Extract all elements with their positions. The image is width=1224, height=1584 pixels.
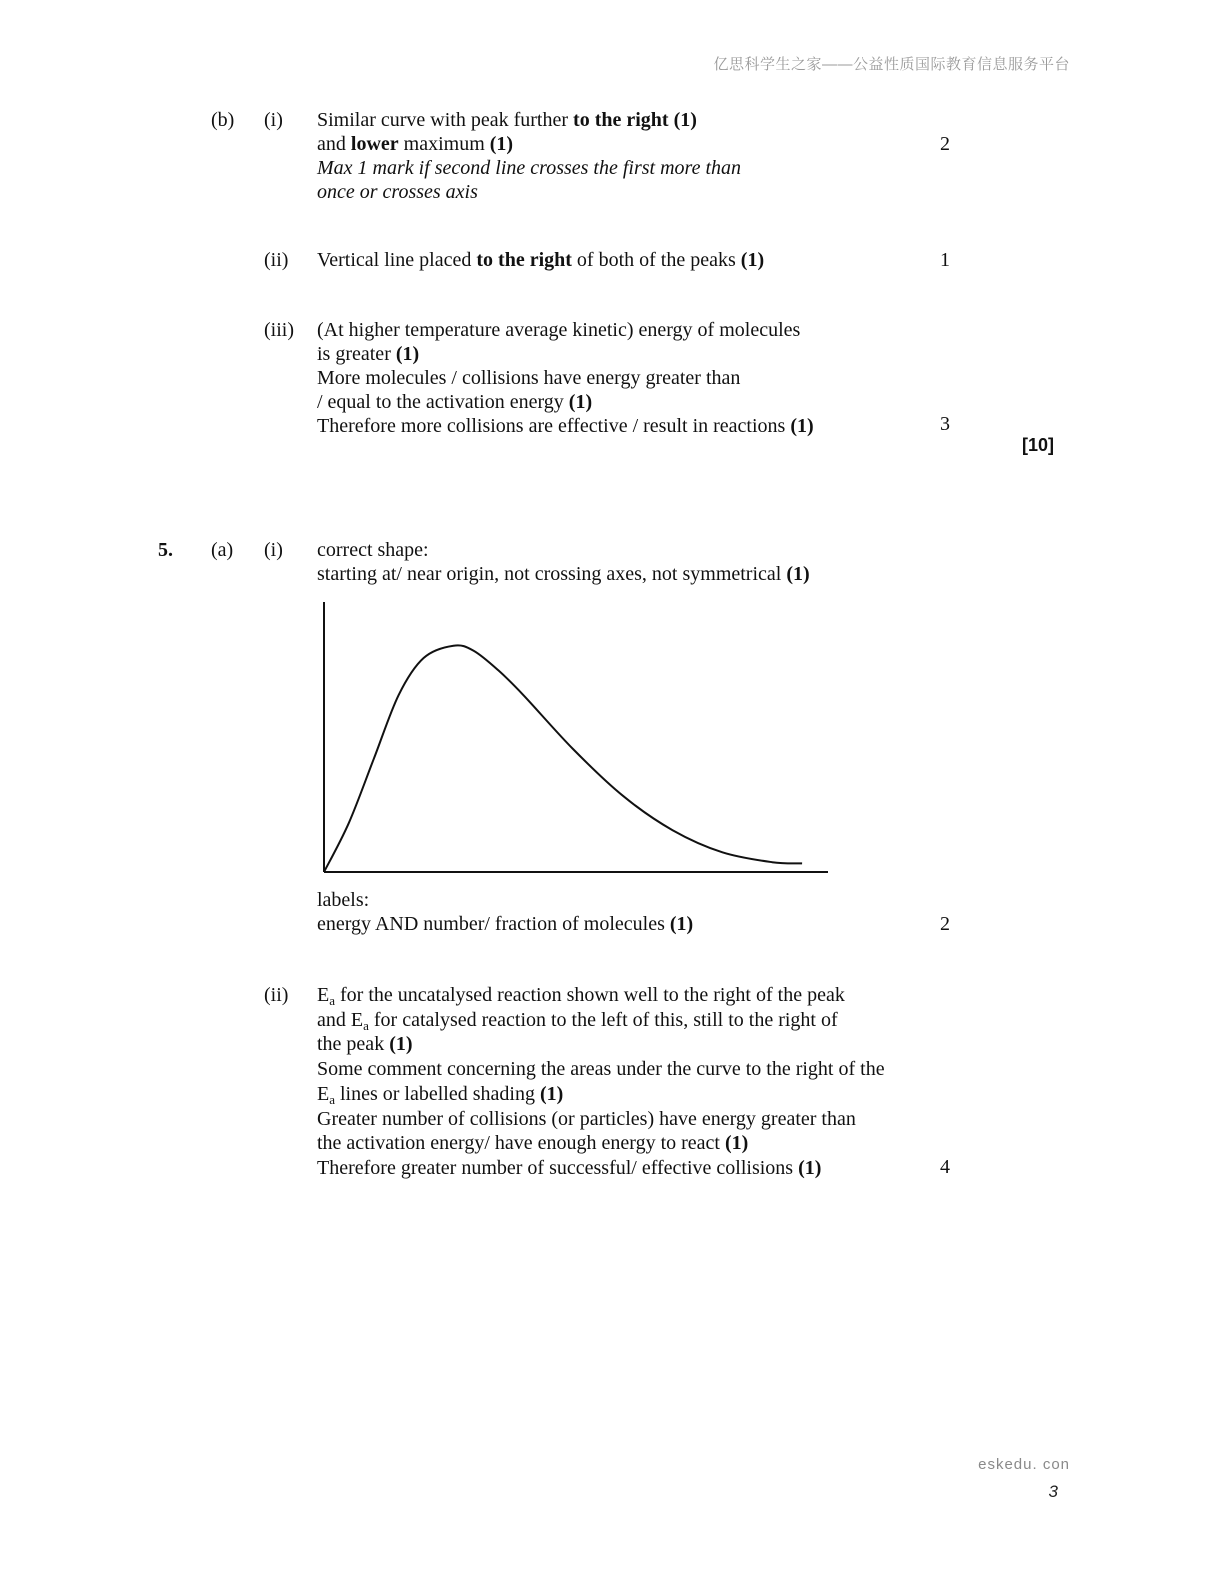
- q5-a-ii-label: (ii): [264, 984, 289, 1006]
- question-number: 5.: [158, 539, 173, 561]
- q5-a-ii-text: $E_a$ for the uncatalysed reaction shown well to the right of the peak and $E_a$ for catalysed reaction to the left of this, still to the right of the peak (1) Some comment concerning the areas under the curve to the right of the $E_a$ lines or labelled shading (1) Greater number of collisions (or particles) have energy greater than the activation energy/ have enough energy to react (1) Therefore greater number of successful/ effective collisions (1): [317, 984, 885, 1179]
- part-b-iii-text: (At higher temperature average kinetic) energy of molecules is greater (1) More molecules / collisions have energy greater than / equal to the activation energy (1) Therefore more collisions are effective / result in reactions (1): [317, 319, 814, 437]
- q5-a-label: (a): [211, 539, 234, 561]
- part-b-i-text: Similar curve with peak further to the right (1) and lower maximum (1) Max 1 mark if second line crosses the first more than once or crosses axis: [317, 109, 742, 203]
- footer-site: eskedu. con: [978, 1456, 1070, 1473]
- q5-a-i-text: correct shape: starting at/ near origin, not crossing axes, not symmetrical (1): [317, 539, 810, 585]
- part-b-iii-mark: 3: [940, 413, 950, 435]
- part-b-total: [10]: [1022, 435, 1055, 455]
- distribution-curve: [324, 645, 802, 872]
- distribution-chart: [310, 596, 840, 886]
- part-b-ii-label: (ii): [264, 249, 289, 271]
- part-b-iii-label: (iii): [264, 319, 294, 341]
- part-b-ii-text: Vertical line placed to the right of both of the peaks (1): [317, 249, 765, 271]
- part-b-ii-mark: 1: [940, 249, 950, 271]
- q5-a-i-labels: labels: energy AND number/ fraction of molecules (1): [317, 889, 694, 935]
- q5-a-ii-mark: 4: [940, 1156, 950, 1178]
- part-b-i-label: (i): [264, 109, 283, 131]
- part-b-label: (b): [211, 109, 235, 131]
- page-number: 3: [1048, 1482, 1058, 1501]
- header-site-title: 亿思科学生之家——公益性质国际教育信息服务平台: [713, 56, 1070, 73]
- q5-a-i-label: (i): [264, 539, 283, 561]
- q5-a-i-mark: 2: [940, 913, 950, 935]
- part-b-i-mark: 2: [940, 133, 950, 155]
